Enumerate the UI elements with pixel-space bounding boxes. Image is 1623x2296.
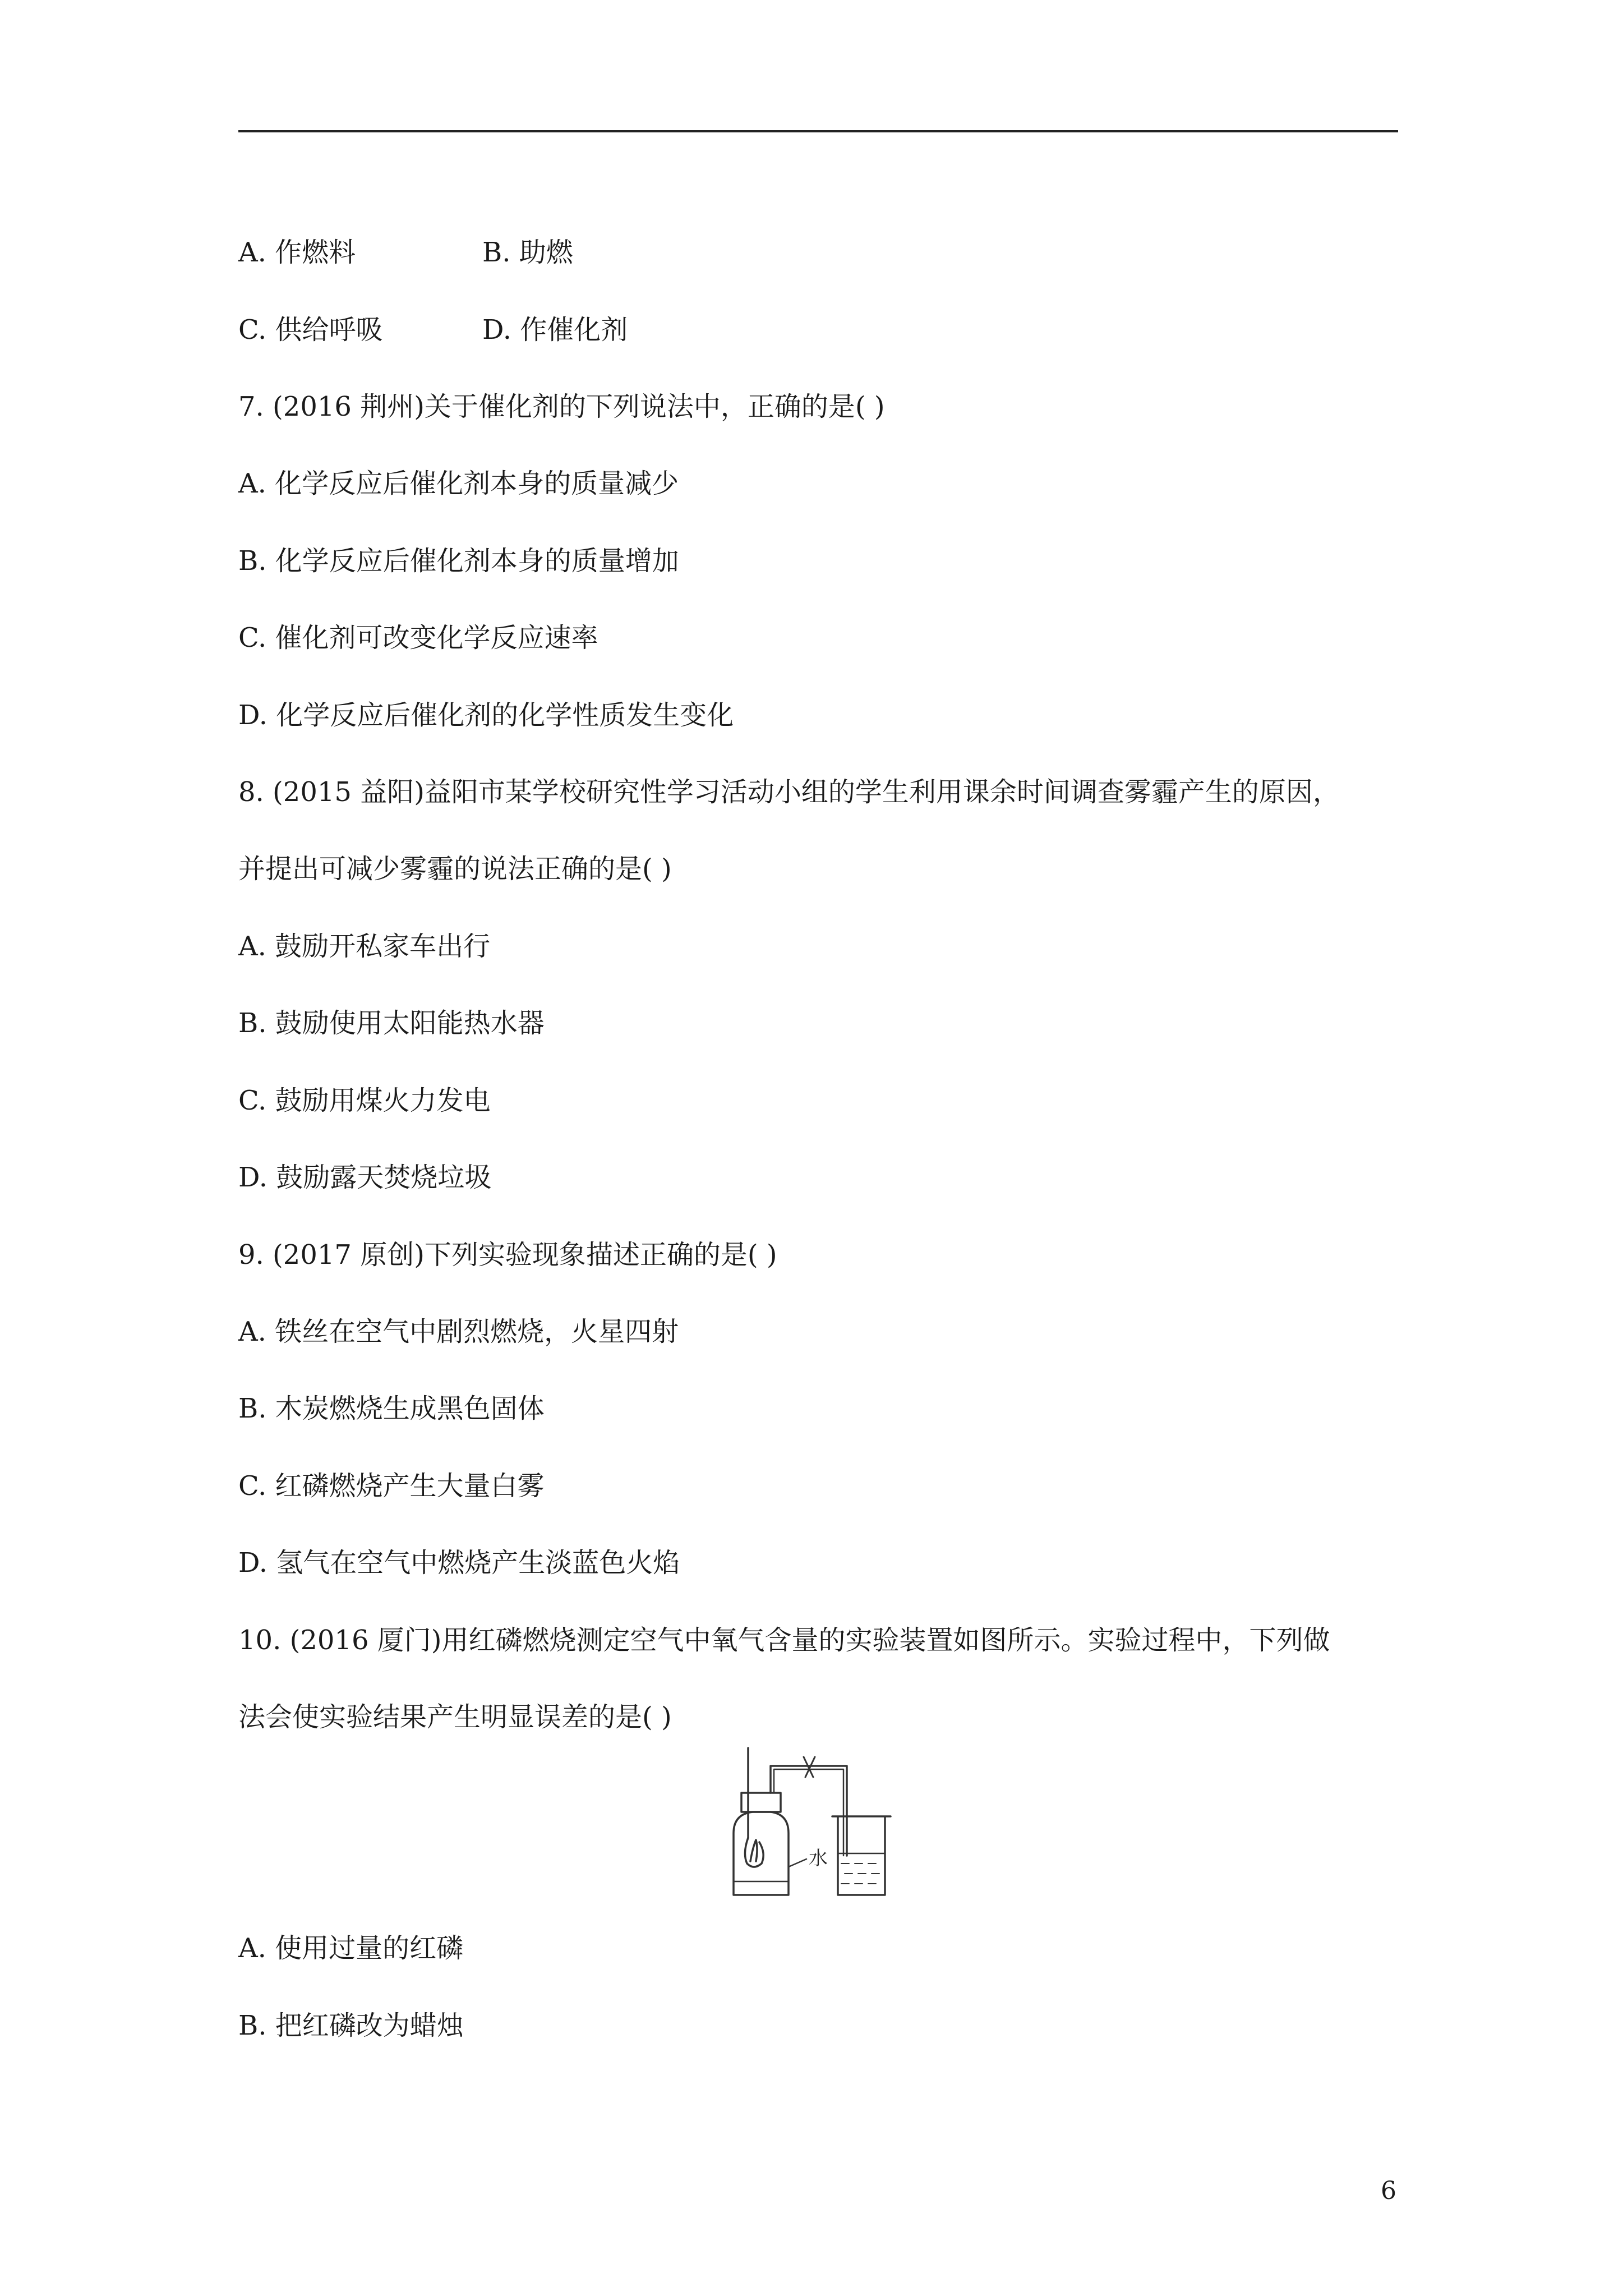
question-8-option-c: C. 鼓励用煤火力发电: [238, 1085, 491, 1116]
water-label: 水: [809, 1847, 828, 1870]
option-row: [238, 236, 573, 269]
question-10-line-2: 法会使实验结果产生明显误差的是( ): [238, 1701, 672, 1733]
option-a: A. 作燃料: [238, 237, 356, 268]
question-10-line-1: 10. (2016 厦门)用红磷燃烧测定空气中氧气含量的实验装置如图所示。实验过程中，下列做: [238, 1625, 1330, 1656]
question-7-option-a: A. 化学反应后催化剂本身的质量减少: [238, 468, 679, 499]
question-8-line-1: 8. (2015 益阳)益阳市某学校研究性学习活动小组的学生利用课余时间调查雾霾产生的原因，: [238, 776, 1340, 808]
option-b: B. 助燃: [482, 237, 573, 268]
gas-jar: [734, 1812, 789, 1895]
question-7-option-b: B. 化学反应后催化剂本身的质量增加: [238, 545, 679, 577]
question-8-option-b: B. 鼓励使用太阳能热水器: [238, 1007, 545, 1039]
question-10-option-b: B. 把红磷改为蜡烛: [238, 2010, 464, 2041]
page-number: 6: [1381, 2177, 1396, 2205]
question-8-line-2: 并提出可减少雾霾的说法正确的是( ): [238, 853, 672, 885]
question-7-option-c: C. 催化剂可改变化学反应速率: [238, 622, 598, 654]
option-row: [238, 313, 628, 347]
question-7: 7. (2016 荆州)关于催化剂的下列说法中，正确的是( ): [238, 391, 885, 422]
question-9-option-b: B. 木炭燃烧生成黑色固体: [238, 1393, 545, 1424]
connecting-tube: [771, 1766, 847, 1856]
question-8-option-d: D. 鼓励露天焚烧垃圾: [238, 1162, 492, 1193]
option-d: D. 作催化剂: [482, 314, 628, 346]
question-9-option-c: C. 红磷燃烧产生大量白雾: [238, 1470, 545, 1502]
apparatus-figure: [722, 1743, 937, 1903]
option-c: C. 供给呼吸: [238, 314, 383, 346]
question-7-option-d: D. 化学反应后催化剂的化学性质发生变化: [238, 700, 734, 731]
question-8-option-a: A. 鼓励开私家车出行: [238, 931, 491, 962]
question-9-option-a: A. 铁丝在空气中剧烈燃烧，火星四射: [238, 1316, 679, 1347]
header-rule: [238, 130, 1398, 132]
question-9: 9. (2017 原创)下列实验现象描述正确的是( ): [238, 1239, 777, 1271]
clamp-icon: [804, 1757, 815, 1777]
question-9-option-d: D. 氢气在空气中燃烧产生淡蓝色火焰: [238, 1547, 680, 1579]
question-10-option-a: A. 使用过量的红磷: [238, 1932, 464, 1964]
